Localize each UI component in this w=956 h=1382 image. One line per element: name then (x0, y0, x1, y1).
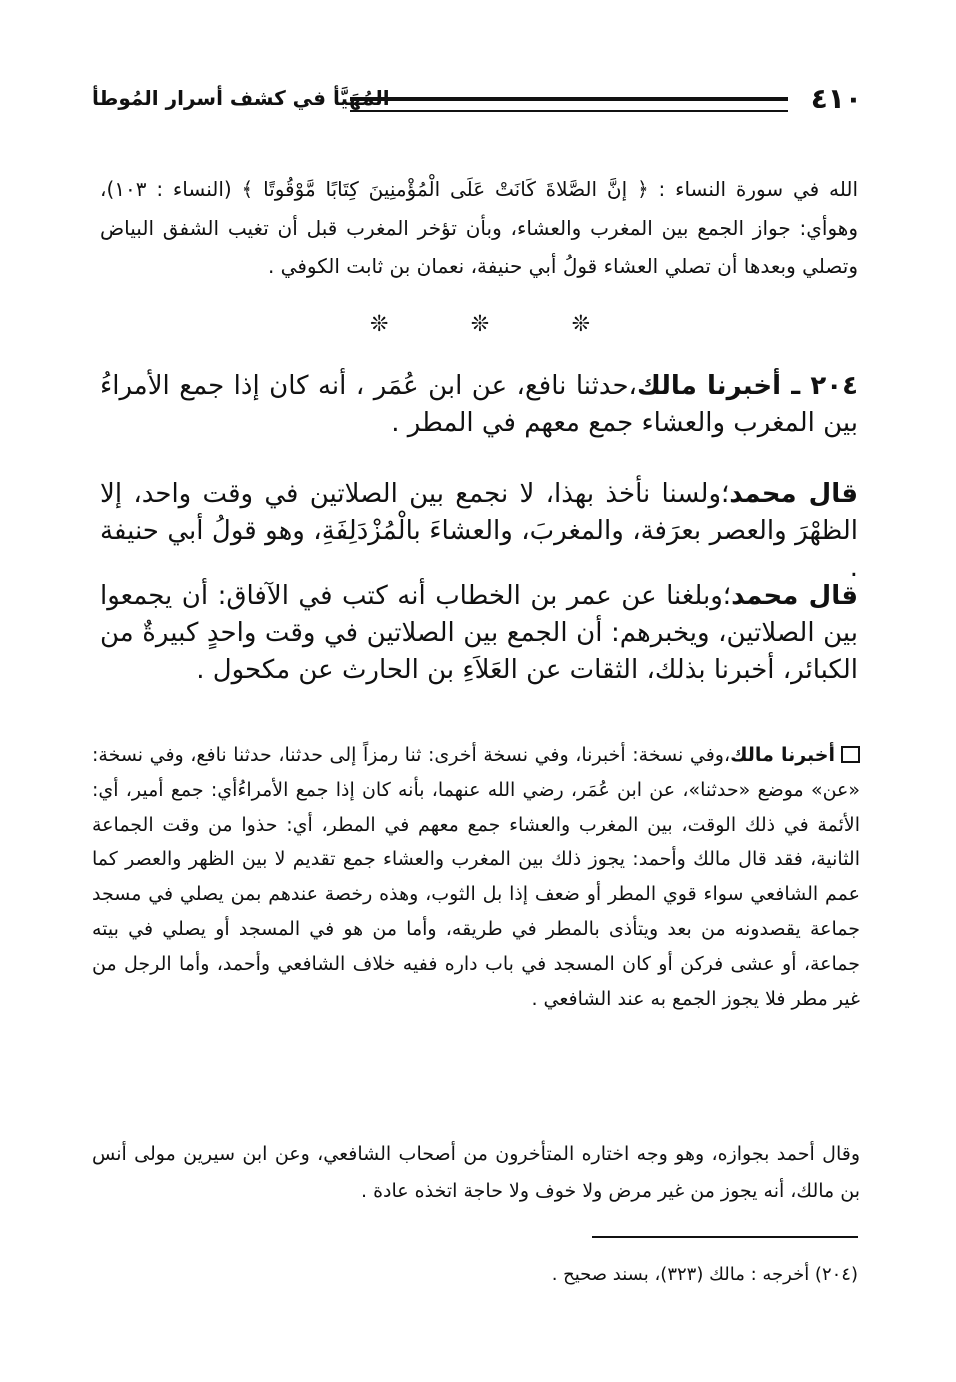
separator-star: ❊ (470, 312, 490, 337)
footnote-rule (592, 1236, 858, 1238)
muhammad-lead: قال محمد (731, 581, 859, 611)
page-number: ٤١٠ (810, 82, 862, 115)
book-title: المُهَيَّأ في كشف أسرار المُوطأ (92, 86, 390, 110)
intro-text: الله في سورة النساء : ﴿ إنَّ الصَّلاةَ كَانَتْ عَلَى الْمُؤْمنِينَ كِتَابًا مَّوْقُوتًا ﴾ (النساء : ١٠٣)، وهوأي: جواز الجمع بين المغرب والعشاء، وبأن تؤخر المغرب قبل أن تغيب الشفق البياض وتصلي وبعدها أن تصلي العشاء قولُ أبي حنيفة، نعمان بن ثابت الكوفي . (100, 177, 858, 278)
commentary-block (92, 738, 860, 1016)
separator-star: ❊ (571, 312, 590, 337)
commentary-text: ،وفي نسخة: أخبرنا، وفي نسخة أخرى: ثنا رمزاً إلى حدثنا، حدثنا نافع، وفي نسخة: «عن» موضع «حدثنا»، عن ابن عُمَر، رضي الله عنهما، بأنه كان إذا جمع الأمراءُأي: جمع أمير، أي: الأئمة في ذلك الوقت، بين المغرب والعشاء جمع معهم في المطر، أي: حذوا من وقت الجماعة الثانية، فقد قال مالك وأحمد: يجوز ذلك بين المغرب والعشاء جمع تقديم لا بين الظهر والعصر كما عمم الشافعي سواء قوي المطر أو ضعف إذا بل الثوب، وهذه رخصة عندهم بمن يصلي في مسجد جماعة يقصدونه من بعد ويتأذى بالمطر في طريقه، وأما من هو في المسجد أو يصلي في بيته جماعة، أو عشى فركن أو كان المسجد في باب داره ففيه خلاف الشافعي وأحمد، وأما الرجل من غير مطر فلا يجوز الجمع به عند الشافعي . (92, 744, 860, 1010)
intro-paragraph (100, 170, 858, 286)
footnote-text: (٢٠٤) أخرجه : مالك (٣٢٣)، بسند صحيح . (551, 1264, 858, 1285)
footnote (100, 1260, 858, 1290)
commentary-text: وقال أحمد بجوازه، وهو وجه اختاره المتأخرون من أصحاب الشافعي، وعن ابن سيرين مولى أنس بن مالك، أنه يجوز من غير مرض ولا خوف ولا حاجة اتخذه عادة . (92, 1143, 860, 1202)
header-double-rule (350, 97, 788, 112)
square-marker-icon (841, 746, 860, 763)
muhammad-lead: قال محمد (729, 479, 858, 509)
hadith-204 (100, 368, 858, 442)
muhammad-statement-1 (100, 476, 858, 587)
running-header (92, 82, 862, 122)
muhammad-text: ؛ولسنا نأخذ بهذا، لا نجمع بين الصلاتين في وقت واحد، إلا الظهْرَ والعصر بعرَفة، والمغربَ، والعشاءَ بالْمُزْدَلِفَةِ، وهو قولُ أبي حنيفة . (100, 479, 858, 583)
commentary-lead: أخبرنا مالك (730, 744, 836, 766)
separator-star: ❊ (370, 312, 389, 337)
muhammad-text: ؛وبلغنا عن عمر بن الخطاب أنه كتب في الآفاق: أن يجمعوا بين الصلاتين، ويخبرهم: أن الجمع بين الصلاتين في وقت واحدٍ كبيرةٌ من الكبائر، أخبرنا بذلك، الثقات عن العَلاَءِ بن الحارث عن مكحول . (100, 581, 858, 685)
hadith-number-lead: ٢٠٤ ـ أخبرنا مالك (636, 371, 858, 401)
commentary-block-2 (92, 1136, 860, 1210)
hadith-text: ،حدثنا نافع، عن ابن عُمَر ، أنه كان إذا جمع الأمراءُ بين المغرب والعشاء جمع معهم في المطر . (100, 371, 858, 438)
section-separator (370, 312, 590, 337)
muhammad-statement-2 (100, 578, 858, 689)
